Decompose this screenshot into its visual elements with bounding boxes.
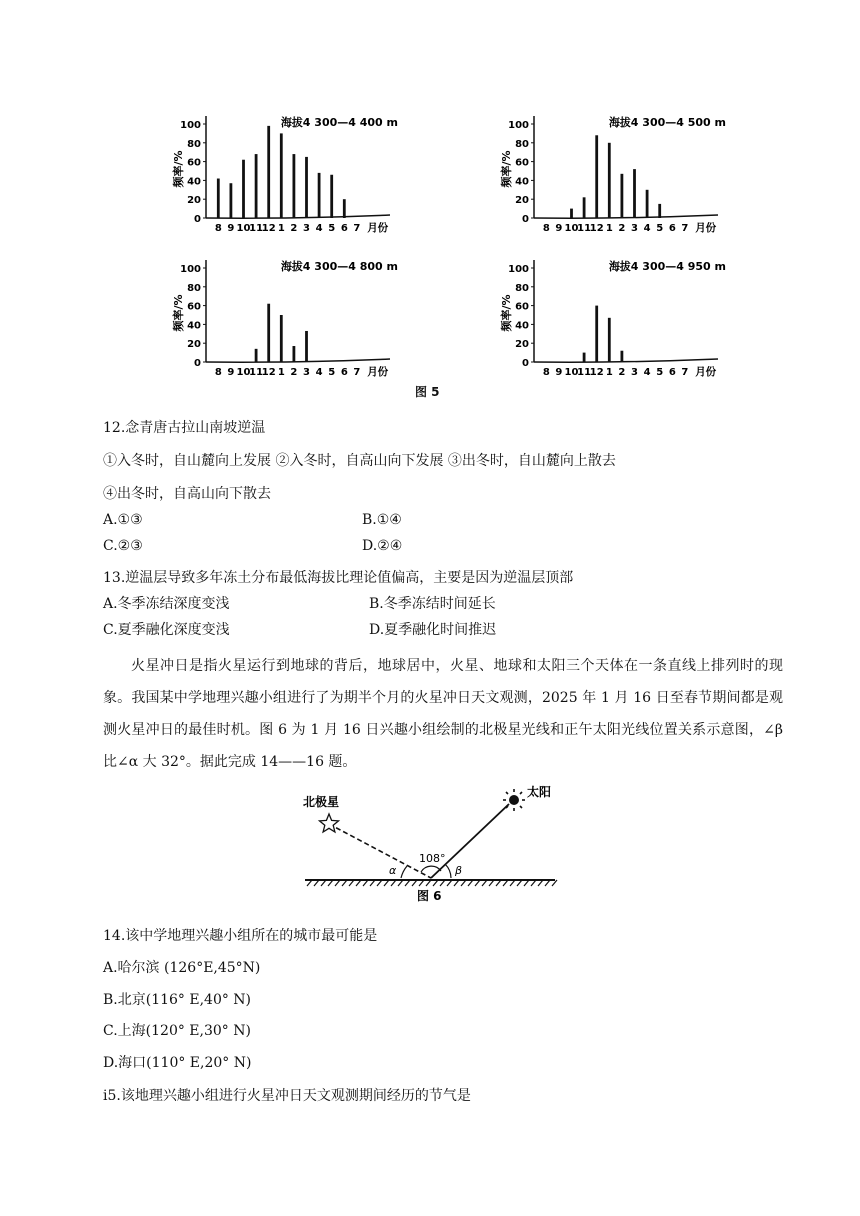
y-tick-label: 80 bbox=[515, 282, 529, 294]
q12-option-d: D.②④ bbox=[362, 538, 403, 554]
bar bbox=[267, 126, 270, 218]
x-tick-label: 9 bbox=[555, 367, 563, 377]
alpha-label: α bbox=[389, 864, 397, 877]
x-tick-label: 10 bbox=[564, 223, 579, 234]
bar bbox=[230, 183, 233, 218]
x-tick-label: 1 bbox=[605, 367, 613, 377]
x-axis-label: 月份 bbox=[367, 366, 389, 377]
x-tick-label: 10 bbox=[236, 367, 251, 377]
x-tick-label: 5 bbox=[328, 223, 336, 234]
y-tick-label: 100 bbox=[180, 120, 201, 131]
x-tick-label: 12 bbox=[261, 223, 276, 234]
q14-option-b: B.北京(116° E,40° N) bbox=[103, 992, 252, 1008]
bar bbox=[280, 315, 283, 362]
q12-statements-line2: ④出冬时，自高山向下散去 bbox=[103, 486, 271, 502]
x-tick-label: 3 bbox=[631, 223, 638, 234]
q13-option-c: C.夏季融化深度变浅 bbox=[103, 622, 230, 638]
chart-title: 海拔4 300—4 800 m bbox=[280, 260, 398, 273]
bar bbox=[217, 179, 220, 218]
y-tick-label: 40 bbox=[187, 320, 201, 332]
bar bbox=[255, 349, 258, 362]
y-tick-label: 100 bbox=[508, 120, 529, 131]
chart-4300-4500 bbox=[488, 108, 758, 238]
x-tick-label: 6 bbox=[340, 367, 348, 377]
x-tick-label: 11 bbox=[249, 223, 264, 234]
bar bbox=[280, 133, 283, 218]
alpha-arc bbox=[401, 866, 407, 878]
x-tick-label: 3 bbox=[631, 367, 638, 377]
x-tick-label: 3 bbox=[303, 223, 310, 234]
x-tick-label: 2 bbox=[618, 367, 626, 377]
polaris-label: 北极星 bbox=[303, 795, 340, 809]
q14-option-d: D.海口(110° E,20° N) bbox=[103, 1055, 252, 1071]
y-tick-label: 40 bbox=[515, 176, 529, 188]
x-axis bbox=[206, 215, 390, 218]
y-tick-label: 80 bbox=[187, 138, 201, 150]
x-tick-label: 2 bbox=[290, 223, 298, 234]
y-tick-label: 0 bbox=[194, 214, 201, 225]
x-tick-label: 10 bbox=[236, 223, 251, 234]
bar bbox=[583, 353, 586, 362]
y-tick-label: 0 bbox=[522, 214, 529, 225]
beta-label: β bbox=[455, 864, 463, 877]
bar bbox=[646, 190, 649, 218]
y-tick-label: 60 bbox=[515, 301, 529, 313]
y-tick-label: 80 bbox=[515, 138, 529, 150]
x-tick-label: 3 bbox=[303, 367, 310, 377]
y-axis-label: 频率/% bbox=[172, 150, 185, 188]
x-tick-label: 12 bbox=[261, 367, 276, 377]
x-tick-label: 9 bbox=[555, 223, 563, 234]
figure6-caption: 图 6 bbox=[417, 889, 442, 903]
x-tick-label: 12 bbox=[589, 367, 604, 377]
bar bbox=[595, 135, 598, 218]
sun-label: 太阳 bbox=[527, 785, 552, 799]
x-tick-label: 6 bbox=[668, 367, 676, 377]
x-tick-label: 2 bbox=[618, 223, 626, 234]
x-tick-label: 8 bbox=[214, 367, 222, 377]
q13-option-d: D.夏季融化时间推迟 bbox=[369, 622, 497, 638]
x-axis-label: 月份 bbox=[695, 222, 717, 234]
x-tick-label: 5 bbox=[656, 223, 664, 234]
x-tick-label: 4 bbox=[643, 367, 651, 377]
q14-option-c: C.上海(120° E,30° N) bbox=[103, 1023, 251, 1039]
x-axis-label: 月份 bbox=[367, 222, 389, 234]
q13-option-b: B.冬季冻结时间延长 bbox=[369, 596, 496, 612]
bar bbox=[255, 154, 258, 218]
passage-mars-opposition: 火星冲日是指火星运行到地球的背后，地球居中，火星、地球和太阳三个天体在一条直线上排列时的现象。我国某中学地理兴趣小组进行了为期半个月的火星冲日天文观测，2025 年 1 月 16 日至春节期间都是观测火星冲日的最佳时机。图 6 为 1 月 16 日兴趣小组绘制的北极星光线和正午太阳光线位置关系示意图，∠β 比∠α 大 32°。据此完成 14——16 题。 bbox=[103, 658, 783, 770]
figure5-caption: 图 5 bbox=[415, 385, 440, 399]
bar bbox=[293, 346, 296, 362]
bar bbox=[608, 318, 611, 362]
sun-icon bbox=[503, 789, 525, 811]
bar bbox=[633, 169, 636, 218]
bar bbox=[305, 331, 308, 362]
polaris-ray bbox=[329, 824, 431, 878]
q13-stem: 13.逆温层导致多年冻土分布最低海拔比理论值偏高，主要是因为逆温层顶部 bbox=[103, 570, 574, 586]
bar bbox=[343, 199, 346, 218]
x-tick-label: 10 bbox=[564, 367, 579, 377]
x-tick-label: 11 bbox=[577, 223, 592, 234]
x-tick-label: 8 bbox=[542, 367, 550, 377]
bar bbox=[595, 306, 598, 362]
x-tick-label: 11 bbox=[577, 367, 592, 377]
y-axis-label: 频率/% bbox=[172, 294, 185, 332]
chart-4300-4950 bbox=[488, 252, 758, 377]
q14-stem: 14.该中学地理兴趣小组所在的城市最可能是 bbox=[103, 928, 378, 944]
x-tick-label: 8 bbox=[214, 223, 222, 234]
bar bbox=[330, 175, 333, 218]
bar bbox=[658, 204, 661, 218]
bar bbox=[621, 351, 624, 362]
y-tick-label: 20 bbox=[515, 195, 529, 207]
x-tick-label: 4 bbox=[643, 223, 651, 234]
x-tick-label: 1 bbox=[277, 223, 285, 234]
x-tick-label: 12 bbox=[589, 223, 604, 234]
y-tick-label: 20 bbox=[187, 195, 201, 207]
q15-stem: i5.该地理兴趣小组进行火星冲日天文观测期间经历的节气是 bbox=[103, 1088, 471, 1104]
y-tick-label: 40 bbox=[515, 320, 529, 332]
bar bbox=[318, 173, 321, 218]
q14-option-a: A.哈尔滨 (126°E,45°N) bbox=[103, 960, 261, 976]
x-tick-label: 7 bbox=[681, 223, 689, 234]
x-tick-label: 8 bbox=[542, 223, 550, 234]
y-tick-label: 80 bbox=[187, 282, 201, 294]
q12-stem: 12.念青唐古拉山南坡逆温 bbox=[103, 420, 266, 436]
y-tick-label: 100 bbox=[180, 264, 201, 275]
x-tick-label: 7 bbox=[353, 223, 361, 234]
y-axis-label: 频率/% bbox=[500, 294, 513, 332]
y-tick-label: 20 bbox=[187, 339, 201, 351]
y-tick-label: 100 bbox=[508, 264, 529, 275]
x-tick-label: 1 bbox=[605, 223, 613, 234]
chart-4300-4800 bbox=[160, 252, 430, 377]
bar bbox=[293, 154, 296, 218]
chart-title: 海拔4 300—4 950 m bbox=[608, 260, 726, 273]
x-axis-label: 月份 bbox=[695, 366, 717, 377]
x-tick-label: 1 bbox=[277, 367, 285, 377]
x-axis bbox=[206, 359, 390, 362]
sun-ray bbox=[431, 804, 509, 878]
q12-option-b: B.①④ bbox=[362, 512, 402, 528]
beta-arc bbox=[445, 864, 451, 878]
q13-option-a: A.冬季冻结深度变浅 bbox=[103, 596, 230, 612]
x-tick-label: 7 bbox=[681, 367, 689, 377]
bar bbox=[305, 157, 308, 218]
x-tick-label: 7 bbox=[353, 367, 361, 377]
bar bbox=[621, 174, 624, 218]
chart-4300-4400 bbox=[160, 108, 430, 238]
x-axis bbox=[534, 359, 718, 362]
q12-option-a: A.①③ bbox=[103, 512, 143, 528]
y-tick-label: 40 bbox=[187, 176, 201, 188]
x-axis bbox=[534, 215, 718, 218]
x-tick-label: 4 bbox=[315, 367, 323, 377]
x-tick-label: 9 bbox=[227, 223, 235, 234]
y-tick-label: 20 bbox=[515, 339, 529, 351]
y-tick-label: 60 bbox=[515, 157, 529, 169]
angle-label: 108° bbox=[419, 852, 446, 865]
x-tick-label: 6 bbox=[340, 223, 348, 234]
y-tick-label: 60 bbox=[187, 301, 201, 313]
bar bbox=[608, 143, 611, 218]
x-tick-label: 11 bbox=[249, 367, 264, 377]
y-axis-label: 频率/% bbox=[500, 150, 513, 188]
chart-title: 海拔4 300—4 400 m bbox=[280, 116, 398, 129]
star-icon bbox=[320, 814, 339, 832]
y-tick-label: 60 bbox=[187, 157, 201, 169]
x-tick-label: 5 bbox=[656, 367, 664, 377]
q12-statements-line1: ①入冬时，自山麓向上发展 ②入冬时，自高山向下发展 ③出冬时，自山麓向上散去 bbox=[103, 453, 616, 469]
x-tick-label: 4 bbox=[315, 223, 323, 234]
bar bbox=[242, 160, 245, 218]
bar bbox=[583, 197, 586, 218]
y-tick-label: 0 bbox=[522, 358, 529, 369]
x-tick-label: 2 bbox=[290, 367, 298, 377]
bar bbox=[570, 209, 573, 218]
x-tick-label: 5 bbox=[328, 367, 336, 377]
q12-option-c: C.②③ bbox=[103, 538, 143, 554]
x-tick-label: 6 bbox=[668, 223, 676, 234]
x-tick-label: 9 bbox=[227, 367, 235, 377]
bar bbox=[267, 304, 270, 362]
y-tick-label: 0 bbox=[194, 358, 201, 369]
figure6-diagram bbox=[295, 776, 565, 906]
chart-title: 海拔4 300—4 500 m bbox=[608, 116, 726, 129]
